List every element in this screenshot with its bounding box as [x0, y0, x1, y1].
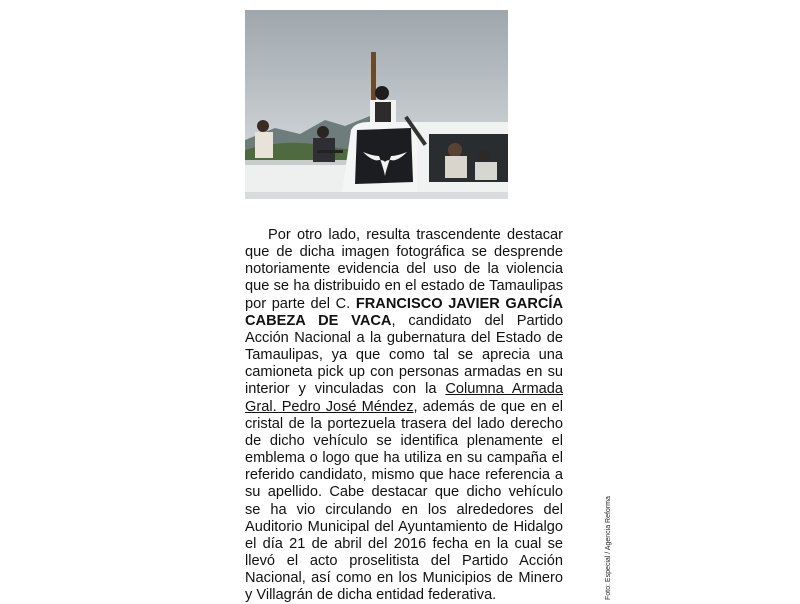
paragraph-middle: , candidato del Partido Acción Nacional a la gubernatura del Estado de Tamaulipas, ya que como tal se aprecia una camioneta pick up con personas armadas en su interior y vinculadas con la — [245, 312, 563, 398]
article-paragraph — [245, 227, 563, 604]
paragraph-intro: Por otro lado, resulta trascendente destacar que de dicha imagen fotográfica se desprende notoriamente evidencia del uso de la violencia que se ha distribuido en el estado de Tamaulipas por parte del C. — [245, 227, 563, 312]
group-name: Columna Armada Gral. Pedro José Méndez — [245, 381, 563, 415]
armed-pickup-truck-photo — [245, 10, 508, 199]
paragraph-end: , además de que en el cristal de la portezuela trasera del lado derecho de dicho vehículo se identifica plenamente el emblema o logo que ha utiliza en su campaña el referido candidato, mismo que hace referencia a su apellido. Cabe destacar que dicho vehículo se ha vio circulando en los alrededores del Auditorio Municipal del Ayuntamiento de Hidalgo el día 21 de abril del 2016 fecha en la cual se llevó el acto proselitista del Partido Acción Nacional, así como en los Municipios de Minero y Villagrán de dicha entidad federativa. — [245, 398, 563, 604]
candidate-name: FRANCISCO JAVIER GARCÍA CABEZA DE VACA — [245, 295, 563, 329]
news-photo — [245, 10, 508, 199]
photo-credit: Foto: Especial / Agencia Reforma — [605, 496, 612, 600]
